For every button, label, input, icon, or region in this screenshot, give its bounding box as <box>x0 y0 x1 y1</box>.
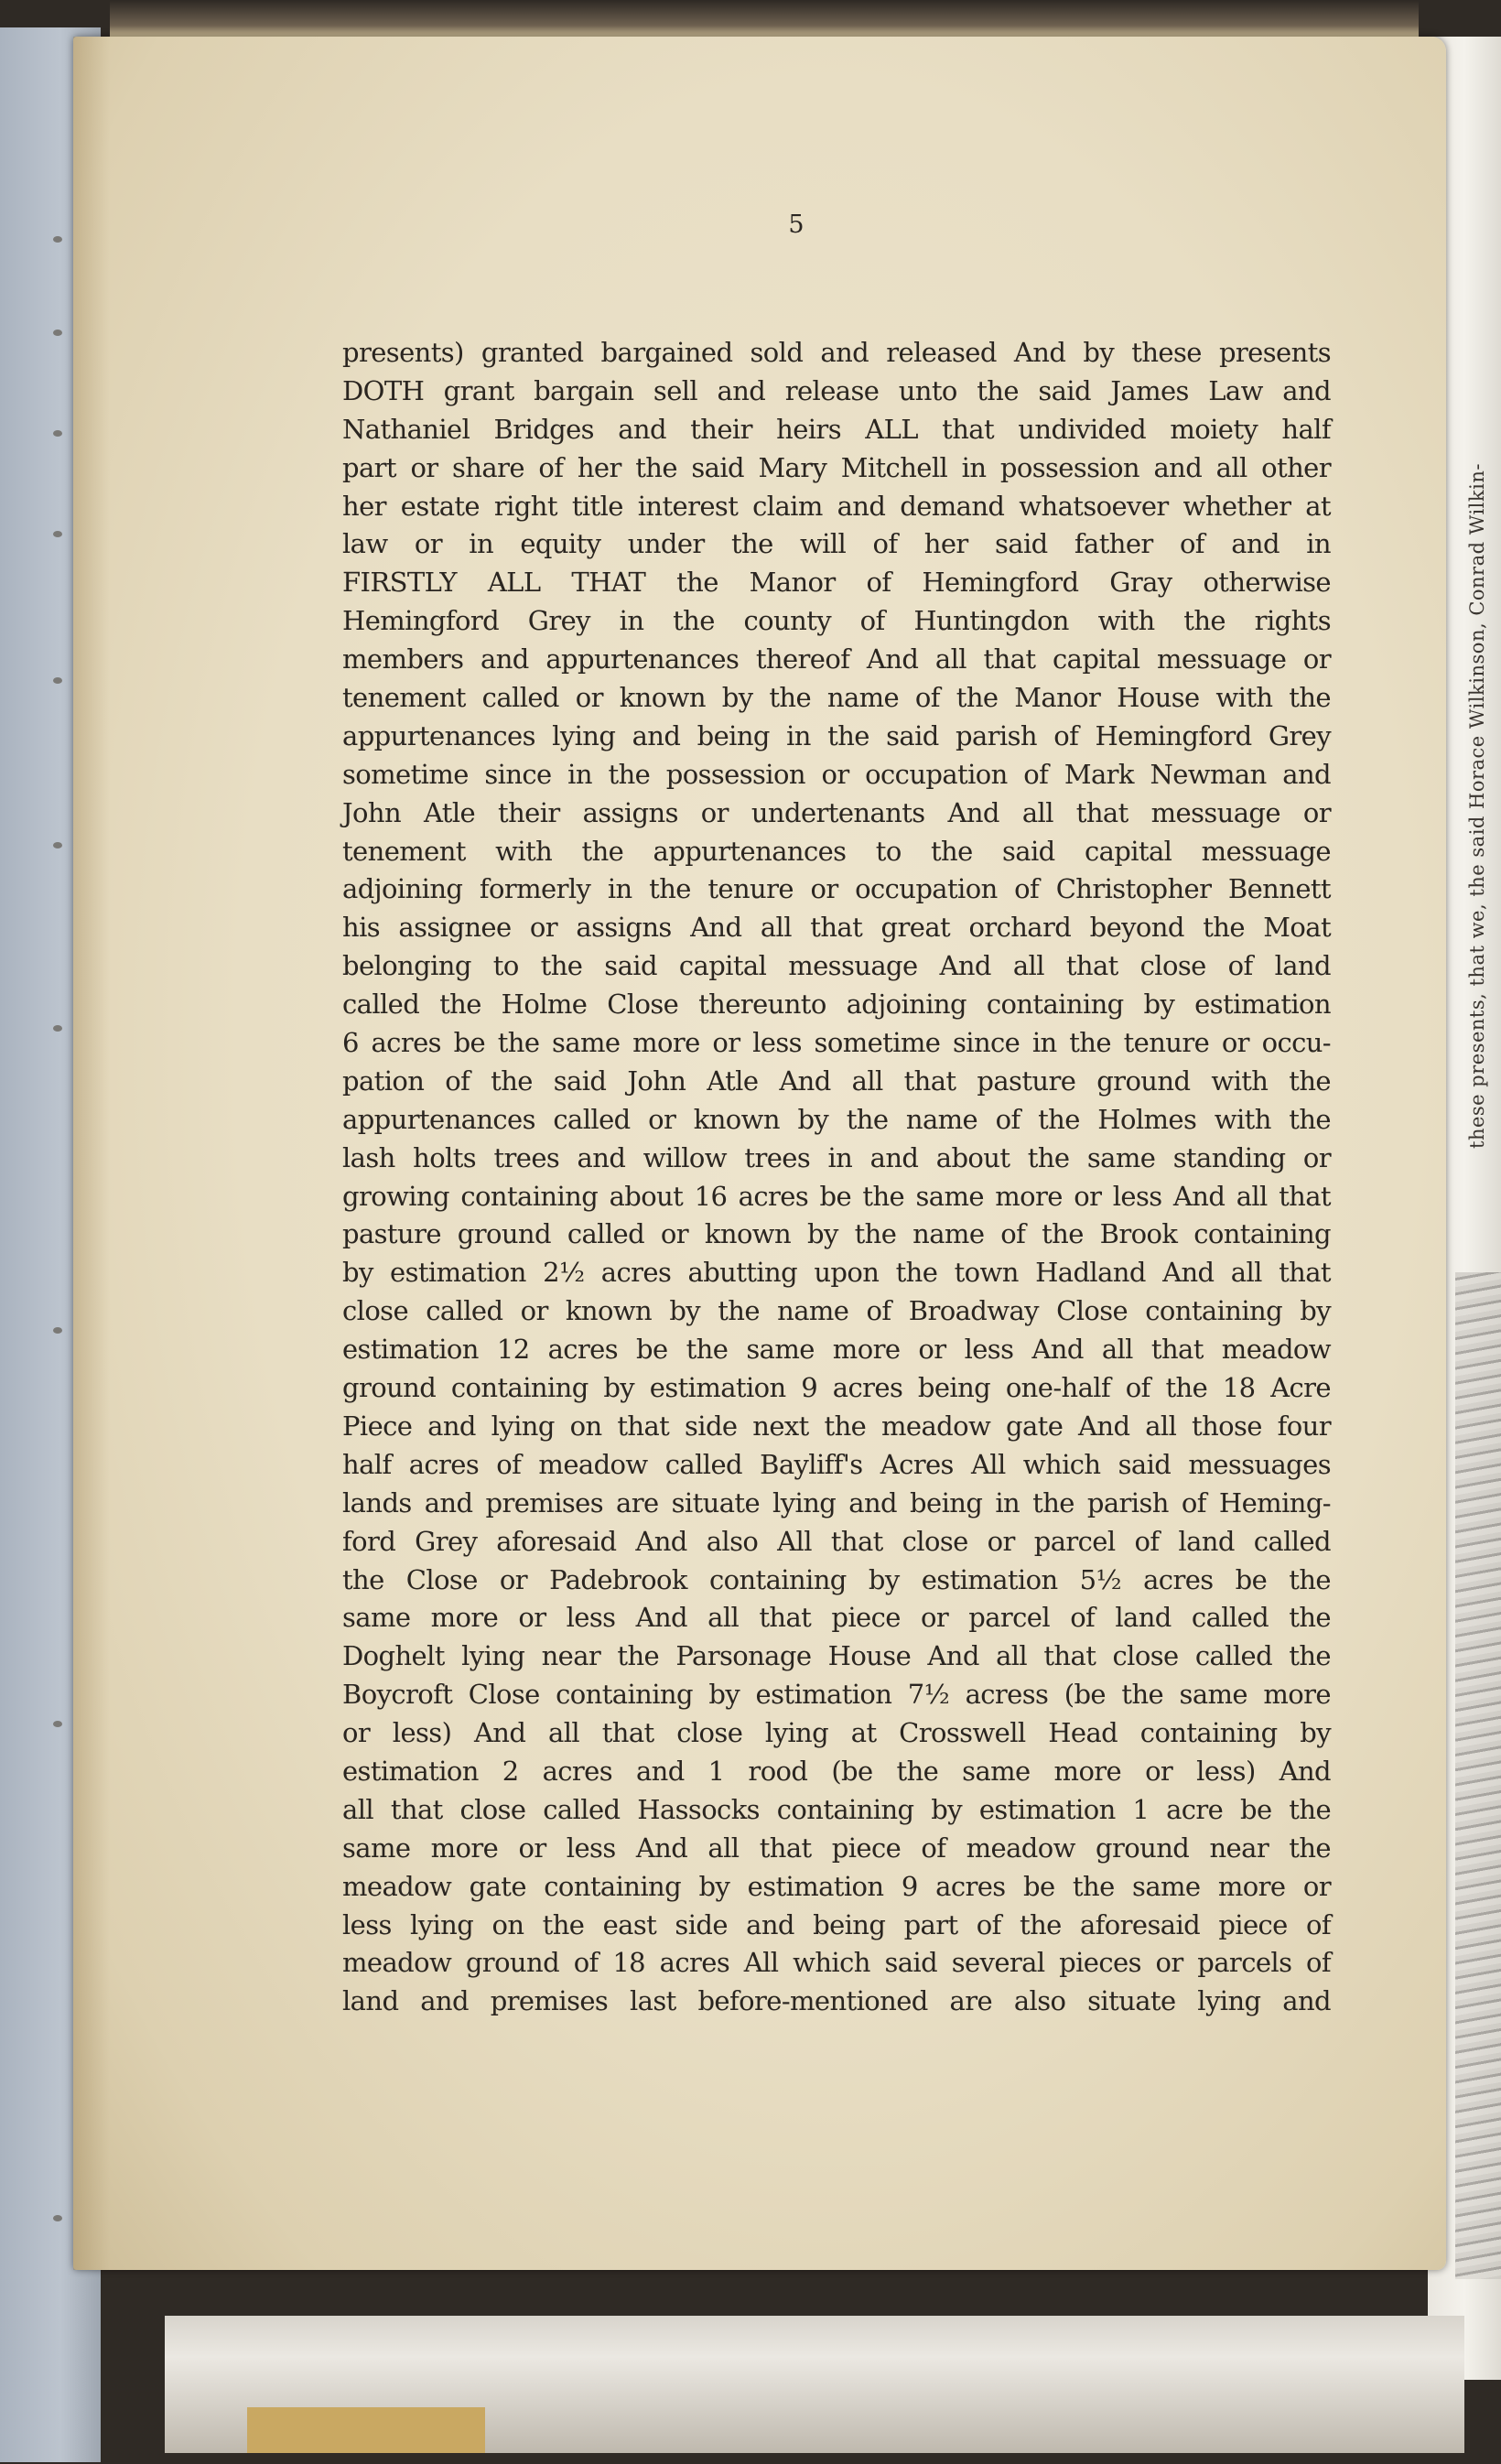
text-line: same more or less And all that piece or parcel of land called the <box>342 1602 1331 1634</box>
text-line: DOTH grant bargain sell and release unto the said James Law and <box>342 374 1331 406</box>
text-line: Hemingford Grey in the county of Huntingdon with the rights <box>342 605 1331 637</box>
text-line: the Close or Padebrook containing by estimation 5½ acres be the <box>342 1563 1331 1595</box>
binding-hole <box>53 430 62 437</box>
background-paper-bottom <box>165 2316 1464 2453</box>
text-line: appurtenances called or known by the name of the Holmes with the <box>342 1103 1331 1135</box>
background-tan-strip <box>247 2407 485 2453</box>
text-line: presents) granted bargained sold and released And by these presents <box>342 337 1331 368</box>
binding-hole <box>53 677 62 684</box>
text-line: all that close called Hassocks containing by estimation 1 acre be the <box>342 1793 1331 1825</box>
text-line: estimation 12 acres be the same more or less And all that meadow <box>342 1334 1331 1366</box>
text-line: Doghelt lying near the Parsonage House And all that close called the <box>342 1640 1331 1672</box>
binding-hole <box>53 330 62 336</box>
text-line: sometime since in the possession or occupation of Mark Newman and <box>342 758 1331 790</box>
text-line: law or in equity under the will of her said father of and in <box>342 528 1331 560</box>
page-number: 5 <box>788 211 804 239</box>
text-line: FIRSTLY ALL THAT the Manor of Hemingford Gray otherwise <box>342 567 1331 599</box>
document-body <box>342 334 1331 2021</box>
text-line: lands and premises are situate lying and being in the parish of Heming- <box>342 1486 1331 1518</box>
text-line: her estate right title interest claim and demand whatsoever whether at <box>342 490 1331 522</box>
binding-hole <box>53 2215 62 2221</box>
background-illustration-fragment <box>1455 1272 1501 2279</box>
text-line: adjoining formerly in the tenure or occupation of Christopher Bennett <box>342 873 1331 905</box>
text-line: members and appurtenances thereof And all that capital messuage or <box>342 643 1331 675</box>
text-line: estimation 2 acres and 1 rood (be the same more or less) And <box>342 1755 1331 1787</box>
text-line: lash holts trees and willow trees in and about the same standing or <box>342 1141 1331 1173</box>
text-line: land and premises last before-mentioned are also situate lying and <box>342 1985 1331 2017</box>
text-line: called the Holme Close thereunto adjoining containing by estimation <box>342 989 1331 1021</box>
text-line: Boycroft Close containing by estimation 7½ acress (be the same more <box>342 1679 1331 1711</box>
text-line: close called or known by the name of Broadway Close containing by <box>342 1295 1331 1327</box>
text-line: Nathaniel Bridges and their heirs ALL that undivided moiety half <box>342 413 1331 445</box>
binding-hole <box>53 842 62 848</box>
text-line: tenement with the appurtenances to the said capital messuage <box>342 835 1331 867</box>
background-paper-top <box>110 0 1419 37</box>
text-line: ground containing by estimation 9 acres being one-half of the 18 Acre <box>342 1372 1331 1404</box>
text-line: same more or less And all that piece of meadow ground near the <box>342 1832 1331 1864</box>
text-line: appurtenances lying and being in the said parish of Hemingford Grey <box>342 719 1331 751</box>
binding-hole <box>53 1721 62 1727</box>
text-line: belonging to the said capital messuage And all that close of land <box>342 950 1331 982</box>
text-line: less lying on the east side and being part of the aforesaid piece of <box>342 1908 1331 1940</box>
adjacent-page-text: these presents, that we, the said Horace Wilkinson, Conrad Wilkin- <box>1466 463 1488 1149</box>
text-line: meadow gate containing by estimation 9 acres be the same more or <box>342 1870 1331 1902</box>
text-line: by estimation 2½ acres abutting upon the town Hadland And all that <box>342 1257 1331 1289</box>
text-line: part or share of her the said Mary Mitchell in possession and all other <box>342 451 1331 483</box>
binding-hole <box>53 1025 62 1032</box>
text-line: meadow ground of 18 acres All which said several pieces or parcels of <box>342 1947 1331 1979</box>
binding-hole <box>53 1327 62 1334</box>
text-line: or less) And all that close lying at Crosswell Head containing by <box>342 1717 1331 1749</box>
text-line: his assignee or assigns And all that great orchard beyond the Moat <box>342 912 1331 944</box>
text-line: 6 acres be the same more or less sometime since in the tenure or occu- <box>342 1027 1331 1059</box>
page-edge-stain <box>73 37 110 2270</box>
text-line: ford Grey aforesaid And also All that close or parcel of land called <box>342 1525 1331 1557</box>
text-line: half acres of meadow called Bayliff's Acres All which said messuages <box>342 1448 1331 1480</box>
text-line: tenement called or known by the name of the Manor House with the <box>342 682 1331 714</box>
binding-hole <box>53 531 62 537</box>
text-line: pation of the said John Atle And all that pasture ground with the <box>342 1064 1331 1097</box>
text-line: growing containing about 16 acres be the same more or less And all that <box>342 1180 1331 1212</box>
text-line: pasture ground called or known by the name of the Brook containing <box>342 1218 1331 1250</box>
text-line: Piece and lying on that side next the meadow gate And all those four <box>342 1410 1331 1442</box>
text-line: John Atle their assigns or undertenants And all that messuage or <box>342 796 1331 828</box>
